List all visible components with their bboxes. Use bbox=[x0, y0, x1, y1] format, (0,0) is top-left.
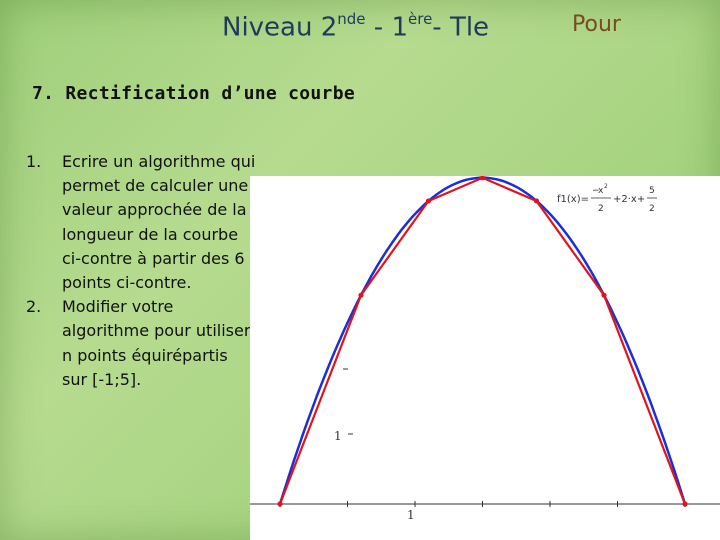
parabola-curve bbox=[280, 178, 685, 504]
formula-mid: +2·x+ bbox=[613, 194, 646, 205]
approximation-point bbox=[601, 293, 606, 298]
formula-den1: 2 bbox=[598, 204, 604, 214]
approximation-point bbox=[534, 198, 539, 203]
item-number: 2. bbox=[26, 297, 42, 317]
y-tick-label: 1 bbox=[334, 429, 342, 443]
polyline-approximation bbox=[280, 178, 685, 504]
approximation-point bbox=[277, 501, 282, 506]
slide-title: Niveau 2nde - 1ère- Tle bbox=[222, 10, 490, 43]
formula-prefix: f1(x)= bbox=[557, 194, 589, 205]
approximation-point bbox=[426, 198, 431, 203]
formula-num1-exp: 2 bbox=[604, 183, 608, 190]
approximation-point bbox=[358, 293, 363, 298]
section-heading: 7. Rectification d’une courbe bbox=[32, 83, 355, 104]
curve-plot bbox=[250, 176, 720, 540]
formula-den2: 2 bbox=[649, 204, 655, 214]
formula-minus: − bbox=[592, 186, 600, 196]
instruction-item bbox=[26, 150, 256, 295]
instruction-list bbox=[26, 150, 256, 392]
item-text: Ecrire un algorithme qui permet de calculer une valeur approchée de la longueur de la courbe ci-contre à partir des 6 points ci-contre. bbox=[62, 152, 256, 293]
item-text: Modifier votre algorithme pour utiliser n points équirépartis sur [-1;5]. bbox=[62, 297, 251, 389]
x-tick-label: 1 bbox=[407, 508, 415, 522]
corner-label: Pour bbox=[572, 12, 621, 37]
function-formula bbox=[555, 180, 665, 220]
approximation-point bbox=[682, 501, 687, 506]
instruction-item bbox=[26, 295, 256, 392]
formula-num2: 5 bbox=[649, 186, 655, 196]
formula-num1: x bbox=[598, 186, 604, 196]
plot-area bbox=[250, 176, 720, 540]
item-number: 1. bbox=[26, 152, 42, 171]
